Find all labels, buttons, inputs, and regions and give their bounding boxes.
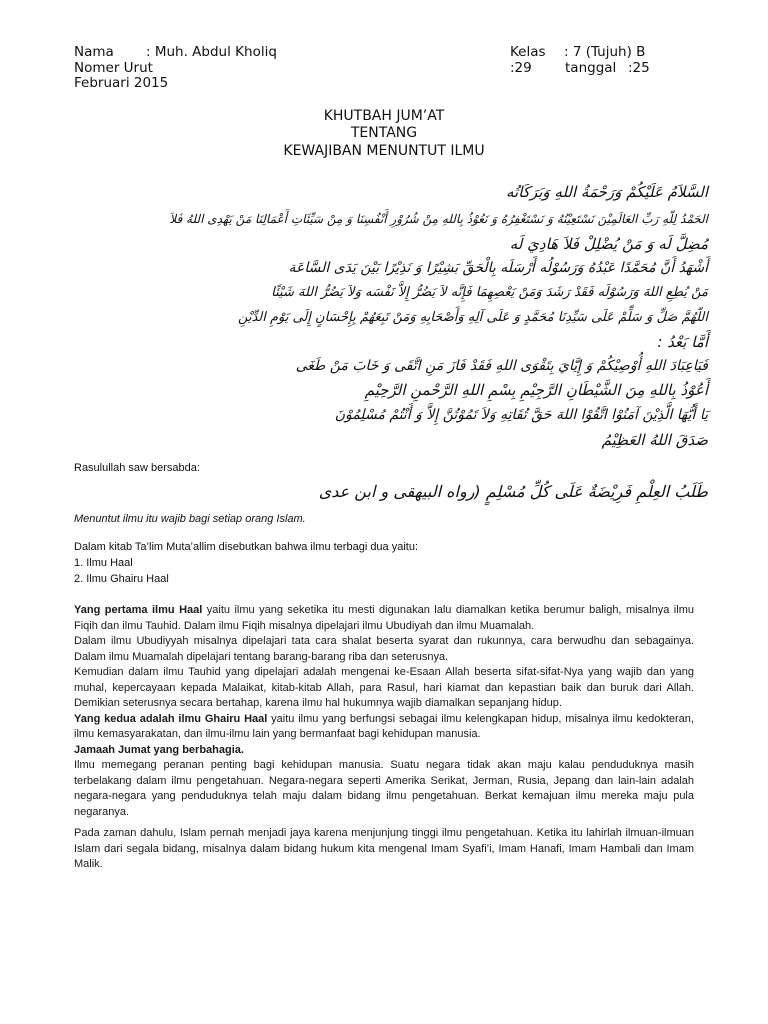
intro-item-2: 2. Ilmu Ghairu Haal — [74, 573, 169, 585]
paragraph-1-heading: Yang pertama ilmu Haal — [74, 604, 203, 616]
intro-text: Dalam kitab Ta’lim Muta’allim disebutkan bahwa ilmu terbagi dua yaitu: — [74, 541, 419, 553]
paragraph-2: Dalam ilmu Ubudiyyah misalnya dipelajari tata cara shalat beserta syarat dan rukunnya, cara berwudhu dan sebagainya. Dalam ilmu Muamalah dipelajari tentang barang-barang riba dan seterusnya. — [74, 635, 694, 663]
date-label: tanggal — [565, 60, 617, 76]
paragraph-1 — [74, 603, 694, 634]
paragraph-1-text: yaitu ilmu yang seketika itu mesti digunakan lalu diamalkan ketika berumur baligh, misalnya ilmu Fiqih dan ilmu Tauhid. Dalam ilmu Fiqih misalnya dipelajari ilmu Ubudiyah dan ilmu Muamalah. — [74, 604, 694, 632]
order-number-label: Nomer Urut — [74, 60, 153, 76]
arabic-line-7: أَمَّا بَعْدُ : — [657, 333, 708, 351]
paragraph-5 — [74, 743, 694, 759]
hadith-arabic: طَلَبُ العِلْمِ فَرِيْضَةٌ عَلَى كُلِّ مُسْلِمٍ (رواه البيهقى و ابن عدى — [318, 482, 708, 501]
arabic-line-1: السَّلاَمُ عَلَيْكُمْ وَرَحْمَةُ اللهِ وَبَرَكَاتُه — [506, 183, 708, 201]
class-value: : 7 (Tujuh) B — [564, 44, 646, 60]
arabic-line-8: فَيَاعِبَادَ اللهِ أُوْصِيْكُمْ وَ إِيَّايَ بِتَقْوَى اللهِ فَقَدْ فَازَ مَنِ اتَّقَى وَ خَابَ مَنْ طَغَى — [295, 358, 708, 374]
paragraph-5-heading: Jamaah Jumat yang berbahagia. — [74, 743, 244, 756]
hadith-translation: Menuntut ilmu itu wajib bagi setiap orang Islam. — [74, 513, 306, 525]
month-year: Februari 2015 — [74, 75, 169, 91]
date-value: :25 — [628, 60, 650, 76]
name-value: : Muh. Abdul Kholiq — [146, 44, 277, 60]
name-label: Nama — [74, 44, 114, 60]
arabic-line-10: يَا أَيُّهَا الَّذِيْنَ آمَنُوْا اتَّقُوْا اللهَ حَقَّ تُقَاتِهِ وَلاَ تَمُوْتُنَّ إِلاَّ وَ أَنْتُمْ مُسْلِمُوْنَ — [334, 407, 708, 423]
arabic-line-11: صَدَقَ اللهُ العَظِيْمُ — [601, 431, 708, 449]
arabic-line-6: اللّهُمَّ صَلِّ وَ سَلِّمْ عَلَى سَيِّدِنَا مُحَمَّدٍ وَ عَلَى آلِهِ وَأَصْحَابِهِ وَمَنْ تَبِعَهُمْ بِإِحْسَانٍ إِلَى يَوْمِ الدِّيْنِ — [237, 310, 708, 325]
intro-item-1: 1. Ilmu Haal — [74, 557, 133, 569]
arabic-line-9: أَعُوْذُ بِاللهِ مِنَ الشَّيْطَانِ الرَّجِيْمِ بِسْمِ اللهِ الرَّحْمنِ الرَّحِيْمِ — [364, 381, 708, 399]
paragraph-4-heading: Yang kedua adalah ilmu Ghairu Haal — [74, 712, 268, 725]
paragraph-7: Pada zaman dahulu, Islam pernah menjadi jaya karena menjunjung tinggi ilmu pengetahuan. Ketika itu lahirlah ilmuan-ilmuan Islam dari segala bidang, misalnya dalam bidang hukum kita mengenal Imam Syafi’i, Imam Hanafi, Imam Hambali dan Imam Malik. — [74, 827, 694, 870]
hadith-intro: Rasulullah saw bersabda: — [74, 462, 200, 474]
paragraph-6: Ilmu memegang peranan penting bagi kehidupan manusia. Suatu negara tidak akan maju kalau penduduknya masih terbelakang dalam ilmu pengetahuan. Negara-negara seperti Amerika Serikat, Jerman, Rusia, Jepang dan lain-lain adalah negara-negara yang penduduknya telah maju dalam bidang ilmu pengetahuan. Berkat kemajuan ilmu mereka maju pula negaranya. — [74, 759, 694, 818]
body-section — [74, 603, 694, 873]
paragraph-4 — [74, 712, 694, 743]
title-line-2: TENTANG — [350, 125, 418, 141]
title-line-1: KHUTBAH JUM’AT — [323, 108, 445, 124]
arabic-line-3: مُضِلَّ لَه وَ مَنْ يُضْلِلْ فَلاَ هَادِيَ لَه — [509, 235, 708, 253]
arabic-line-5: مَنْ يُطِعِ اللهَ وَرَسُوْلَه فَقَدْ رَشَدَ وَمَنْ يَعْصِهِمَا فَإِنَّه لاَ يَضُرُّ إِلاَّ نَفْسَه وَلاَ يَضُرُّ اللهَ شَيْئًا — [271, 285, 708, 300]
arabic-line-4: أَشْهَدُ أَنَّ مُحَمَّدًا عَبْدُهُ وَرَسُوْلُه أَرْسَلَه بِالْحَقِّ بَشِيْرًا وَ نَذِيْرًا بَيْنَ يَدَى السَّاعَة — [288, 260, 708, 276]
paragraph-4-text: yaitu ilmu yang berfungsi sebagai ilmu kelengkapan hidup, misalnya ilmu kedokteran, ilmu kemasyarakatan, dan ilmu-ilmu lain yang bermanfaat bagi kehidupan manusia. — [74, 712, 694, 740]
order-number-value: :29 — [510, 60, 532, 76]
class-label: Kelas — [510, 44, 546, 60]
paragraph-3: Kemudian dalam ilmu Tauhid yang dipelajari adalah mengenai ke-Esaan Allah beserta sifat-sifat-Nya yang wajib dan yang muhal, kepercayaan kepada Malaikat, kitab-kitab Allah, para Rasul, hari kiamat dan kepastian baik dan buruk dari Allah. Demikian seterusnya secara bertahap, karena ilmu hal hukumnya wajib diamalkan sepanjang hidup. — [74, 666, 694, 709]
title-line-3: KEWAJIBAN MENUNTUT ILMU — [283, 143, 485, 159]
arabic-line-2: الحَمْدُ لِلّهِ رَبِّ العَالَمِيْنَ نَسْتَعِيْنُهُ وَ نَسْتَغْفِرُهُ وَ نَعُوْذُ بِاللهِ مِنْ شُرُوْرِ أَنْفُسِنَا وَ مِنْ سَيِّئَاتِ أَعْمَالِنَا مَنْ يَهْدِى اللهُ فَلاَ — [169, 212, 708, 226]
